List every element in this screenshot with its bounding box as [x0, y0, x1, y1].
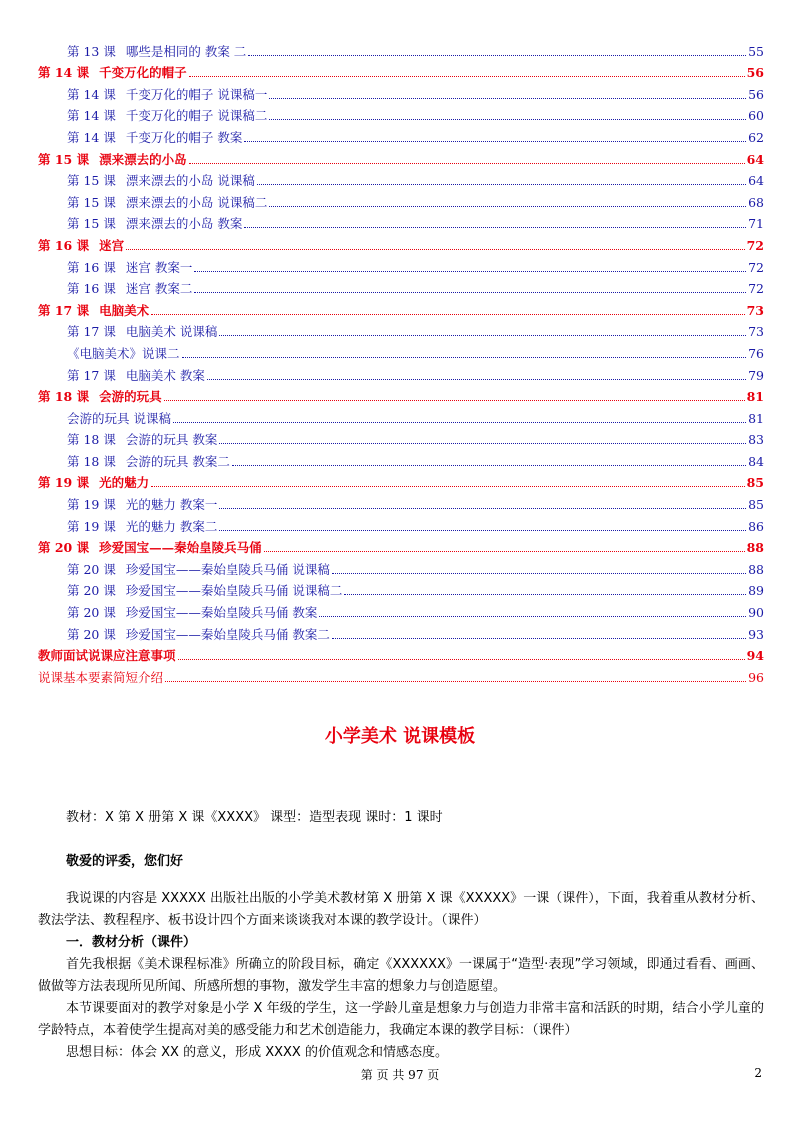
- toc-dot-leader: [332, 638, 746, 639]
- toc-title: 说课基本要素简短介绍: [38, 669, 164, 685]
- toc-page-number: 76: [748, 345, 764, 361]
- toc-entry[interactable]: [38, 362, 764, 384]
- toc-page-number: 72: [746, 237, 764, 253]
- toc-title: 会游的玩具 说课稿: [67, 410, 171, 426]
- toc-lesson-number: 第 13 课: [67, 43, 116, 59]
- toc-dot-leader: [173, 422, 746, 423]
- toc-entry[interactable]: [38, 297, 764, 319]
- toc-page-number: 56: [746, 65, 764, 81]
- toc-lesson-number: 第 19 课: [67, 518, 116, 534]
- toc-dot-leader: [232, 465, 746, 466]
- toc-page-number: 90: [748, 605, 764, 621]
- toc-dot-leader: [269, 98, 746, 99]
- toc-dot-leader: [164, 400, 745, 401]
- toc-lesson-number: 第 14 课: [38, 65, 90, 81]
- toc-lesson-number: 第 19 课: [67, 497, 116, 513]
- toc-title: 光的魅力: [99, 475, 150, 491]
- toc-page-number: 72: [748, 259, 764, 275]
- toc-entry[interactable]: [38, 276, 764, 298]
- toc-dot-leader: [219, 443, 746, 444]
- toc-page-number: 83: [748, 432, 764, 448]
- toc-title: 会游的玩具 教案: [125, 432, 218, 448]
- toc-title: 漂来漂去的小岛: [99, 151, 187, 167]
- toc-entry[interactable]: [38, 146, 764, 168]
- toc-lesson-number: 第 17 课: [38, 302, 90, 318]
- toc-page-number: 84: [748, 453, 764, 469]
- page-heading: 小学美术 说课模板: [324, 726, 476, 747]
- toc-title: 千变万化的帽子: [99, 65, 187, 81]
- toc-entry[interactable]: [38, 643, 764, 665]
- toc-page-number: 73: [748, 324, 764, 340]
- toc-dot-leader: [165, 681, 746, 682]
- body-text: [38, 888, 764, 1064]
- toc-lesson-number: 第 17 课: [67, 324, 116, 340]
- toc-entry[interactable]: [38, 211, 764, 233]
- toc-page-number: 68: [748, 194, 764, 210]
- toc-title: 迷宫 教案二: [125, 281, 193, 297]
- toc-entry[interactable]: [38, 621, 764, 643]
- toc-page-number: 88: [746, 540, 764, 556]
- table-of-contents: [38, 38, 764, 686]
- toc-lesson-number: 第 15 课: [67, 173, 116, 189]
- toc-lesson-number: 第 15 课: [67, 194, 116, 210]
- toc-title: 千变万化的帽子 说课稿二: [125, 108, 268, 124]
- paragraph: 首先我根据《美术课程标准》所确立的阶段目标，确定《XXXXXX》一课属于“造型·表现”学习领域，即通过看看、画画、做做等方法表现所见所闻、所感所想的事物，激发学生丰富的想象力与创造愿望。: [38, 957, 764, 994]
- toc-dot-leader: [257, 184, 746, 185]
- toc-dot-leader: [344, 594, 746, 595]
- toc-dot-leader: [319, 616, 746, 617]
- toc-page-number: 93: [748, 626, 764, 642]
- toc-entry[interactable]: [38, 254, 764, 276]
- toc-dot-leader: [207, 379, 746, 380]
- toc-entry[interactable]: [38, 189, 764, 211]
- toc-lesson-number: 第 20 课: [38, 540, 90, 556]
- toc-lesson-number: 第 20 课: [67, 561, 116, 577]
- toc-dot-leader: [194, 292, 746, 293]
- toc-page-number: 88: [748, 561, 764, 577]
- toc-lesson-number: 第 16 课: [67, 259, 116, 275]
- toc-lesson-number: 第 19 课: [38, 475, 90, 491]
- toc-page-number: 71: [748, 216, 764, 232]
- toc-title: 珍爱国宝——秦始皇陵兵马俑 说课稿二: [125, 583, 343, 599]
- toc-title: 光的魅力 教案一: [125, 497, 218, 513]
- toc-lesson-number: 第 16 课: [67, 281, 116, 297]
- toc-entry[interactable]: [38, 38, 764, 60]
- toc-page-number: 55: [748, 43, 764, 59]
- toc-dot-leader: [248, 55, 746, 56]
- paragraph: 我说课的内容是 XXXXX 出版社出版的小学美术教材第 X 册第 X 课《XXXXX》一课（课件），下面，我着重从教材分析、教法学法、教程程序、板书设计四个方面来谈谈我对本课的教学设计。（课件）: [38, 891, 764, 928]
- toc-page-number: 86: [748, 518, 764, 534]
- toc-entry[interactable]: [38, 556, 764, 578]
- toc-page-number: 60: [748, 108, 764, 124]
- paragraph: 思想目标：体会 XX 的意义，形成 XXXX 的价值观念和情感态度。: [66, 1045, 448, 1060]
- toc-entry[interactable]: [38, 168, 764, 190]
- toc-lesson-number: 第 14 课: [67, 108, 116, 124]
- toc-entry[interactable]: [38, 232, 764, 254]
- toc-entry[interactable]: [38, 319, 764, 341]
- toc-lesson-number: 第 20 课: [67, 605, 116, 621]
- toc-entry[interactable]: [38, 664, 764, 686]
- toc-entry[interactable]: [38, 124, 764, 146]
- toc-dot-leader: [219, 335, 746, 336]
- toc-entry[interactable]: [38, 405, 764, 427]
- toc-page-number: 64: [748, 173, 764, 189]
- toc-entry[interactable]: [38, 491, 764, 513]
- toc-entry[interactable]: [38, 448, 764, 470]
- toc-page-number: 85: [748, 497, 764, 513]
- toc-dot-leader: [332, 573, 746, 574]
- toc-page-number: 72: [748, 281, 764, 297]
- toc-title: 会游的玩具 教案二: [125, 453, 230, 469]
- toc-dot-leader: [189, 163, 745, 164]
- toc-title: 《电脑美术》说课二: [67, 345, 180, 361]
- toc-title: 漂来漂去的小岛 说课稿: [125, 173, 255, 189]
- toc-lesson-number: 第 16 课: [38, 237, 90, 253]
- toc-entry[interactable]: [38, 384, 764, 406]
- toc-dot-leader: [219, 530, 746, 531]
- toc-lesson-number: 第 18 课: [38, 389, 90, 405]
- toc-entry[interactable]: [38, 513, 764, 535]
- section-heading: 一．教材分析（课件）: [66, 935, 197, 950]
- toc-entry[interactable]: [38, 535, 764, 557]
- toc-title: 迷宫 教案一: [125, 259, 193, 275]
- toc-dot-leader: [178, 659, 745, 660]
- toc-title: 教师面试说课应注意事项: [38, 648, 176, 664]
- toc-title: 千变万化的帽子 说课稿一: [125, 86, 268, 102]
- toc-page-number: 81: [746, 389, 764, 405]
- toc-dot-leader: [126, 249, 744, 250]
- toc-page-number: 85: [746, 475, 764, 491]
- toc-lesson-number: 第 17 课: [67, 367, 116, 383]
- toc-page-number: 96: [748, 669, 764, 685]
- toc-page-number: 62: [748, 129, 764, 145]
- toc-page-number: 89: [748, 583, 764, 599]
- toc-entry[interactable]: [38, 599, 764, 621]
- toc-title: 珍爱国宝——秦始皇陵兵马俑 说课稿: [125, 561, 330, 577]
- toc-lesson-number: 第 15 课: [38, 151, 90, 167]
- toc-title: 哪些是相同的 教案 二: [125, 43, 247, 59]
- toc-page-number: 94: [746, 648, 764, 664]
- greeting: 敬爱的评委，您们好: [66, 854, 184, 869]
- toc-dot-leader: [269, 206, 746, 207]
- toc-title: 光的魅力 教案二: [125, 518, 218, 534]
- toc-title: 珍爱国宝——秦始皇陵兵马俑: [99, 540, 262, 556]
- toc-page-number: 81: [748, 410, 764, 426]
- toc-title: 会游的玩具: [99, 389, 162, 405]
- toc-lesson-number: 第 20 课: [67, 583, 116, 599]
- toc-page-number: 56: [748, 86, 764, 102]
- toc-dot-leader: [244, 141, 746, 142]
- footer-page-count: 第 页 共 97 页: [360, 1068, 440, 1082]
- toc-title: 电脑美术 说课稿: [125, 324, 218, 340]
- toc-title: 漂来漂去的小岛 教案: [125, 216, 243, 232]
- toc-title: 电脑美术 教案: [125, 367, 205, 383]
- toc-page-number: 64: [746, 151, 764, 167]
- toc-dot-leader: [269, 119, 746, 120]
- toc-entry[interactable]: [38, 427, 764, 449]
- toc-dot-leader: [182, 357, 747, 358]
- toc-entry[interactable]: [38, 103, 764, 125]
- toc-title: 珍爱国宝——秦始皇陵兵马俑 教案: [125, 605, 318, 621]
- toc-lesson-number: 第 14 课: [67, 86, 116, 102]
- toc-lesson-number: 第 20 课: [67, 626, 116, 642]
- toc-entry[interactable]: [38, 81, 764, 103]
- toc-entry[interactable]: [38, 340, 764, 362]
- toc-dot-leader: [194, 271, 746, 272]
- toc-dot-leader: [151, 486, 744, 487]
- course-meta-line: 教材：X 第 X 册第 X 课《XXXX》 课型：造型表现 课时：1 课时: [66, 810, 443, 825]
- toc-title: 珍爱国宝——秦始皇陵兵马俑 教案二: [125, 626, 330, 642]
- toc-title: 漂来漂去的小岛 说课稿二: [125, 194, 268, 210]
- toc-dot-leader: [244, 227, 746, 228]
- toc-page-number: 73: [746, 302, 764, 318]
- toc-lesson-number: 第 15 课: [67, 216, 116, 232]
- toc-entry[interactable]: [38, 470, 764, 492]
- paragraph: 本节课要面对的教学对象是小学 X 年级的学生，这一学龄儿童是想象力与创造力非常丰富和活跃的时期，结合小学儿童的学龄特点，本着使学生提高对美的感受能力和艺术创造能力，我确定本课的教学目标：（课件）: [38, 1001, 764, 1038]
- toc-page-number: 79: [748, 367, 764, 383]
- toc-title: 千变万化的帽子 教案: [125, 129, 243, 145]
- toc-title: 电脑美术: [99, 302, 150, 318]
- toc-entry[interactable]: [38, 60, 764, 82]
- toc-lesson-number: 第 18 课: [67, 453, 116, 469]
- toc-dot-leader: [219, 508, 746, 509]
- toc-dot-leader: [264, 551, 745, 552]
- toc-entry[interactable]: [38, 578, 764, 600]
- toc-dot-leader: [151, 314, 744, 315]
- toc-title: 迷宫: [99, 237, 125, 253]
- toc-lesson-number: 第 18 课: [67, 432, 116, 448]
- toc-dot-leader: [189, 76, 745, 77]
- footer-page-number: 2: [754, 1066, 762, 1080]
- toc-lesson-number: 第 14 课: [67, 129, 116, 145]
